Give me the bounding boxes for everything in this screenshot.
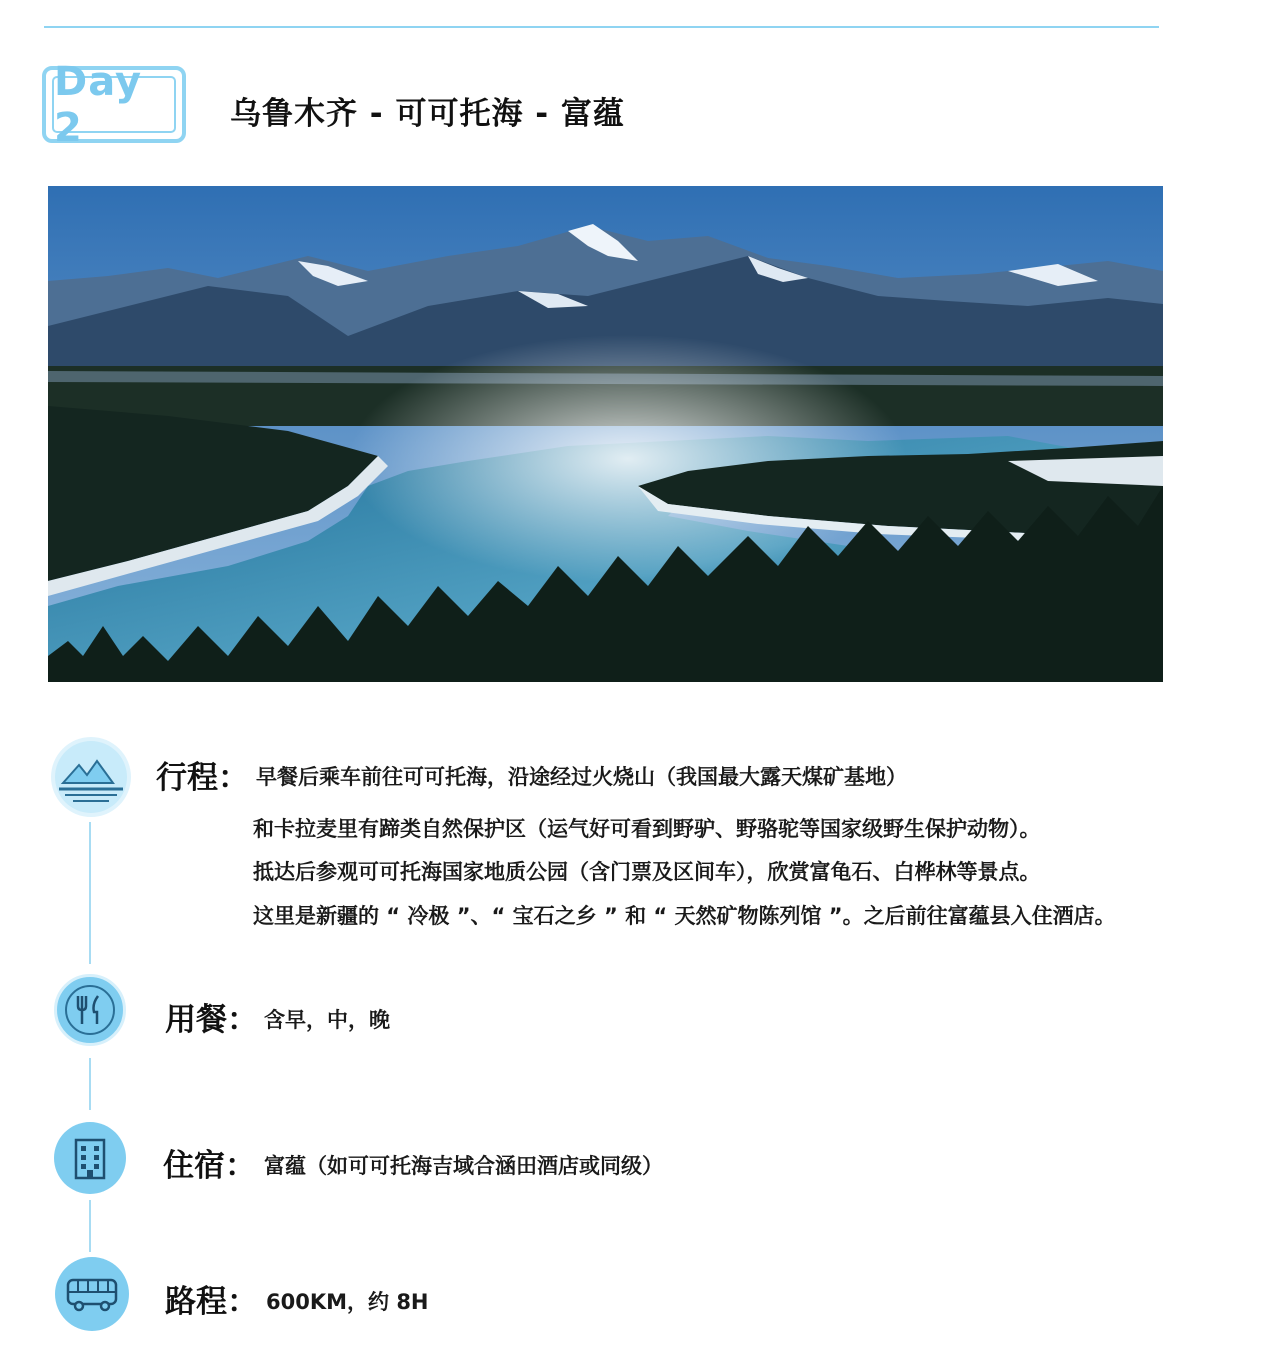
mountain-icon xyxy=(51,737,131,817)
itinerary-line-3: 抵达后参观可可托海国家地质公园（含门票及区间车），欣赏富龟石、白桦林等景点。 xyxy=(253,860,1041,884)
lodging-label: 住宿： xyxy=(163,1148,256,1184)
timeline-connector xyxy=(89,1200,91,1252)
building-icon xyxy=(54,1122,126,1194)
distance-value: 600KM，约 8H xyxy=(266,1290,429,1314)
itinerary-label: 行程： xyxy=(156,760,249,796)
hero-photo xyxy=(48,186,1163,682)
day-label: Day 2 xyxy=(52,76,176,133)
distance-label: 路程： xyxy=(165,1284,258,1320)
itinerary-line-1: 早餐后乘车前往可可托海，沿途经过火烧山（我国最大露天煤矿基地） xyxy=(256,765,907,789)
day-badge xyxy=(42,58,186,151)
timeline-connector xyxy=(89,1058,91,1110)
itinerary-line-2: 和卡拉麦里有蹄类自然保护区（运气好可看到野驴、野骆驼等国家级野生保护动物）。 xyxy=(253,817,1041,841)
fork-knife-icon xyxy=(54,974,126,1046)
route-title: 乌鲁木齐 - 可可托海 - 富蕴 xyxy=(230,96,625,132)
meals-value: 含早，中，晚 xyxy=(264,1008,390,1032)
bus-icon xyxy=(55,1257,129,1331)
lodging-value: 富蕴（如可可托海吉域合涵田酒店或同级） xyxy=(264,1154,663,1178)
itinerary-line-4: 这里是新疆的 “ 冷极 ”、“ 宝石之乡 ” 和 “ 天然矿物陈列馆 ”。之后前往富蕴县入住酒店。 xyxy=(253,904,1116,928)
top-divider xyxy=(44,26,1159,28)
timeline-connector xyxy=(89,822,91,964)
meals-label: 用餐： xyxy=(165,1002,258,1038)
